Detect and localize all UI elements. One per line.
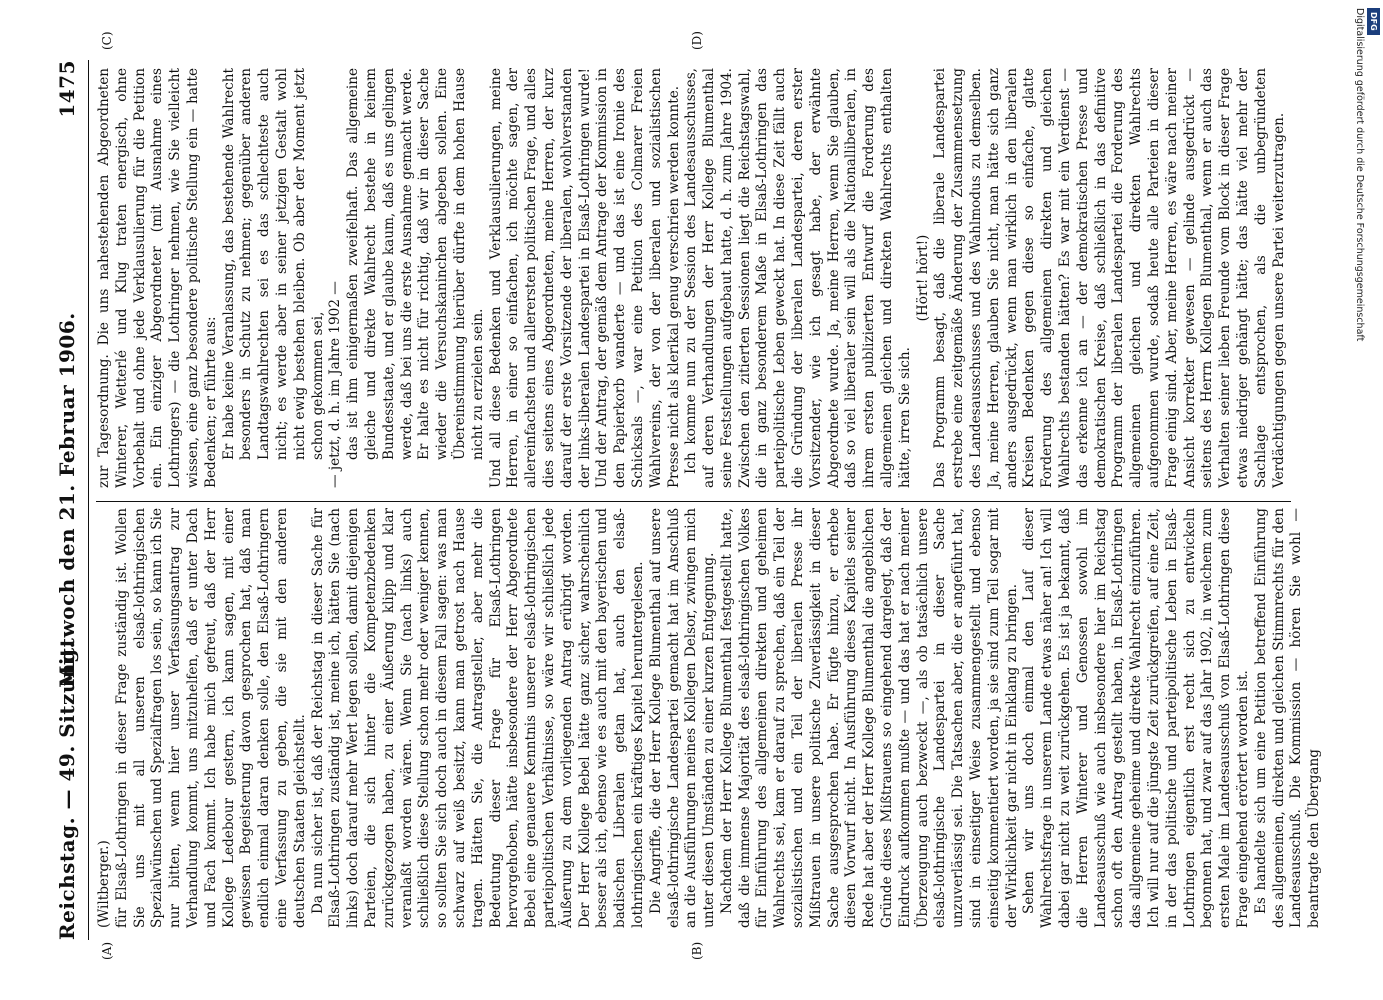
header-date: Mittwoch den 21. Februar 1906. — [55, 312, 79, 688]
dfg-logo: DFG — [1367, 8, 1380, 35]
paragraph: Ich komme nun zu der Session des Landesausschusses, auf deren Verhandlungen der Herr Kollege Blumenthal seine Feststellungen aufgebaut hatte, d. h. zum Jahre 1904. Zwischen den zitierten Sessionen liegt die Reichstagswahl, die in ganz besonderem Maße in Elsaß-Lothringen das parteipolitische Leben geweckt hat. In diese Zeit fällt auch die Gründung der liberalen Landespartei, deren erster Vorsitzender, wie ich gesagt habe, der erwähnte Abgeordnete wurde. Ja, meine Herren, wenn Sie glauben, daß so viel liberaler sein will als die Nationalliberalen, in ihrem ersten publizierten Entwurf die Forderung des allgemeinen gleichen und direkten Wahlrechts enthalten hätte, irren Sie sich. — [683, 68, 913, 488]
right-column — [96, 68, 1296, 488]
paragraph: das ist ihm einigermaßen zweifelhaft. Das allgemeine gleiche und direkte Wahlrecht bestehe in keinem Bundesstaate, und er glaube kaum, daß es uns gelingen werde, daß bei uns die erste Ausnahme gemacht werde. Er halte es nicht für richtig, daß wir in dieser Sache wieder die Versuchskaninchen abgeben sollen. Eine Übereinstimmung hierüber dürfte in dem hohen Hause nicht zu erzielen sein. — [345, 68, 486, 460]
margin-marker-b: (B) — [690, 941, 704, 960]
paragraph: Und all diese Bedenken und Verklausulierungen, meine Herren, in einer so einfachen, ich möchte sagen, der allereinfachsten und allerersten politischen Frage, und alles dies seitens eines Abgeordneten, meine Herren, der kurz darauf der erste Vorsitzende der liberalen, wohlverstanden der links-liberalen Landespartei in Elsaß-Lothringen wurde! Und der Antrag, der gemäß dem Antrage der Kommission in den Papierkorb wanderte — und das ist eine Ironie des Schicksals —, war eine Petition des Colmarer Freien Wahlvereins, der von der liberalen und sozialistischen Presse nicht als klerikal genug verschrien werden konnte. — [487, 68, 682, 488]
paragraph: (Hört! hört!) — [914, 234, 931, 322]
paragraph: — jetzt, d. h. im Jahre 1902 — — [327, 281, 344, 488]
paragraph: Da nun sicher ist, daß der Reichstag in dieser Sache für Elsaß-Lothringen zuständig ist, meine ich, hätten Sie (nach links) doch darauf mehr Wert legen sollen, damit diejenigen Parteien, die sich hinter die Kompetenzbedenken zurückgezogen haben, zu einer Äußerung klipp und klar veranlaßt worden wären. Wenn Sie (nach links) auch schließlich diese Stellung schon mehr oder weniger kennen, so sollten Sie sich doch auch in diesem Fall sagen: was man schwarz auf weiß besitzt, kann man getrost nach Hause tragen. Hätten Sie, die Antragsteller, aber mehr die Bedeutung dieser Frage für Elsaß-Lothringen hervorgehoben, hätte insbesondere der Herr Abgeordnete Bebel eine genauere Kenntnis unserer elsaß-lothringischen parteipolitischen Verhältnisse, so wäre wir schließlich jede Äußerung zu dem vorliegenden Antrag erübrigt worden. Der Herr Kollege Bebel hätte ganz sicher, wahrscheinlich besser als ich, ebenso wie es auch mit den bayerischen und badischen Liberalen getan hat, auch den elsaß-lothringischen ein kräftiges Kapitel heruntergelesen. — [309, 508, 646, 928]
left-column — [96, 508, 1323, 928]
paragraph: für Elsaß-Lothringen in dieser Frage zuständig ist. Wollen Sie uns mit all unseren elsaß-lothringischen Spezialwünschen und Spezialfragen los sein, so kann ich Sie nur bitten, wenn hier unser Verfassungsantrag zur Verhandlung kommt, uns mitzuhelfen, daß er unter Dach und Fach kommt. Ich habe mich gefreut, daß der Herr Kollege Ledebour gestern, ich kann sagen, mit einer gewissen Begeisterung davon gesprochen hat, daß man endlich einmal daran denken solle, den Elsaß-Lothringern eine Verfassung zu geben, die sie mit den anderen deutschen Staaten gleichstellt. — [113, 508, 308, 928]
margin-marker-d: (D) — [690, 31, 704, 50]
paragraph: Er habe keine Veranlassung, das bestehende Wahlrecht besonders in Schutz zu nehmen; gegenüber anderen Landtagswahlrechten sei es das schlechteste auch nicht; es werde aber in seiner jetzigen Gestalt wohl nicht ewig bestehen bleiben. Ob aber der Moment jetzt schon gekommen sei, — [220, 68, 326, 460]
page-header — [55, 60, 85, 940]
page-number: 1475 — [55, 60, 79, 118]
digitization-credit: Digitalisierung gefördert durch die Deutsche Forschungsgemeinschaft — [1354, 8, 1365, 342]
paragraph: (Wiltberger.) — [96, 840, 112, 928]
paragraph: zur Tagesordnung. Die uns nahestehenden Abgeordneten Winterer, Wetterlé und Klug traten energisch, ohne Vorbehalt und ohne jede Verklausulierung für die Petition ein. Ein einziger Abgeordneter (mit Ausnahme eines Lothringers) — die Lothringer nehmen, wie Sie vielleicht wissen, eine ganz besondere politische Stellung ein — hatte Bedenken; er führte aus: — [96, 68, 219, 488]
paragraph: Die Angriffe, die der Herr Kollege Blumenthal auf unsere elsaß-lothringische Landespartei gemacht hat im Anschluß an die Ausführungen meines Kollegen Delsor, zwingen mich unter diesen Umständen zu einer kurzen Entgegnung. — [647, 508, 718, 928]
margin-marker-c: (C) — [100, 31, 114, 50]
paragraph: Nachdem der Herr Kollege Blumenthal festgestellt hatte, daß die immense Majorität des elsaß-lothringischen Volkes für Einführung des allgemeinen direkten und geheimen Wahlrechts sei, kam er darauf zu sprechen, daß ein Teil der sozialistischen und ein Teil der liberalen Presse ihr Mißtrauen in unsere politische Zuverlässigkeit in dieser Sache ausgesprochen habe. Er fügte hinzu, er erhebe diesen Vorwurf nicht. In Ausführung dieses Kapitels seiner Rede hat aber der Herr Kollege Blumenthal die angeblichen Gründe dieses Mißtrauens so eingehend dargelegt, daß der Eindruck aufkommen mußte — und das hat er nach meiner Überzeugung auch bezweckt —, als ob tatsächlich unsere elsaß-lothringische Landespartei in dieser Sache unzuverlässig sei. Die Tatsachen aber, die er angeführt hat, sind in einseitiger Weise zusammengestellt und ebenso einseitig kommentiert worden, ja sie sind zum Teil sogar mit der Wirklichkeit gar nicht in Einklang zu bringen. — [718, 508, 1020, 928]
paragraph: Es handelte sich um eine Petition betreffend Einführung des allgemeinen, direkten und gleichen Stimmrechts für den Landesausschuß. Die Kommission — hören Sie wohl — beantragte den Übergang — [1252, 508, 1323, 928]
column-divider — [96, 501, 1291, 502]
paragraph: Das Programm besagt, daß die liberale Landespartei erstrebe eine zeitgemäße Änderung der Zusammensetzung des Landesausschusses und des Wahlmodus zu demselben. Ja, meine Herren, glauben Sie nicht, man hätte sich ganz anders ausgedrückt, wenn man wirklich in den liberalen Kreisen Bedenken gegen diese so einfache, glatte Forderung des allgemeinen direkten und gleichen Wahlrechts bestanden hätten? Es war mit ein Verdienst — das erkenne ich an — der demokratischen Presse und demokratischen Kreise, daß schließlich in das definitive Programm der liberalen Landespartei die Forderung des allgemeinen gleichen und direkten Wahlrechts aufgenommen wurde, sodaß heute alle Parteien in dieser Frage einig sind. Aber, meine Herren, es wäre nach meiner Ansicht korrekter gewesen — gelinde ausgedrückt — seitens des Herrn Kollegen Blumenthal, wenn er auch das Verhalten seiner lieben Freunde vom Block in dieser Frage etwas niedriger gehängt hätte; das hätte viel mehr der Sachlage entsprochen, als die unbegründeten Verdächtigungen gegen unsere Partei weiterzutragen. — [932, 68, 1287, 488]
margin-marker-a: (A) — [100, 941, 114, 960]
header-left: Reichstag. — 49. Sitzung. — [55, 641, 79, 940]
header-rule — [88, 60, 89, 940]
paragraph: Sehen wir uns doch einmal den Lauf dieser Wahlrechtsfrage in unserem Lande etwas näher an! Ich will dabei gar nicht zu weit zurückgehen. Es ist ja bekannt, daß die Herren Winterer und Genossen sowohl im Landesausschuß wie auch insbesondere hier im Reichstag schon oft den Antrag gestellt haben, in Elsaß-Lothringen das allgemeine geheime und direkte Wahlrecht einzuführen. Ich will nur auf die jüngste Zeit zurückgreifen, auf eine Zeit, in der das politische und parteipolitische Leben in Elsaß-Lothringen eigentlich erst recht sich zu entwickeln begonnen hat, und zwar auf das Jahr 1902, in welchem zum ersten Male im Landesausschuß von Elsaß-Lothringen diese Frage eingehend erörtert worden ist. — [1021, 508, 1251, 928]
